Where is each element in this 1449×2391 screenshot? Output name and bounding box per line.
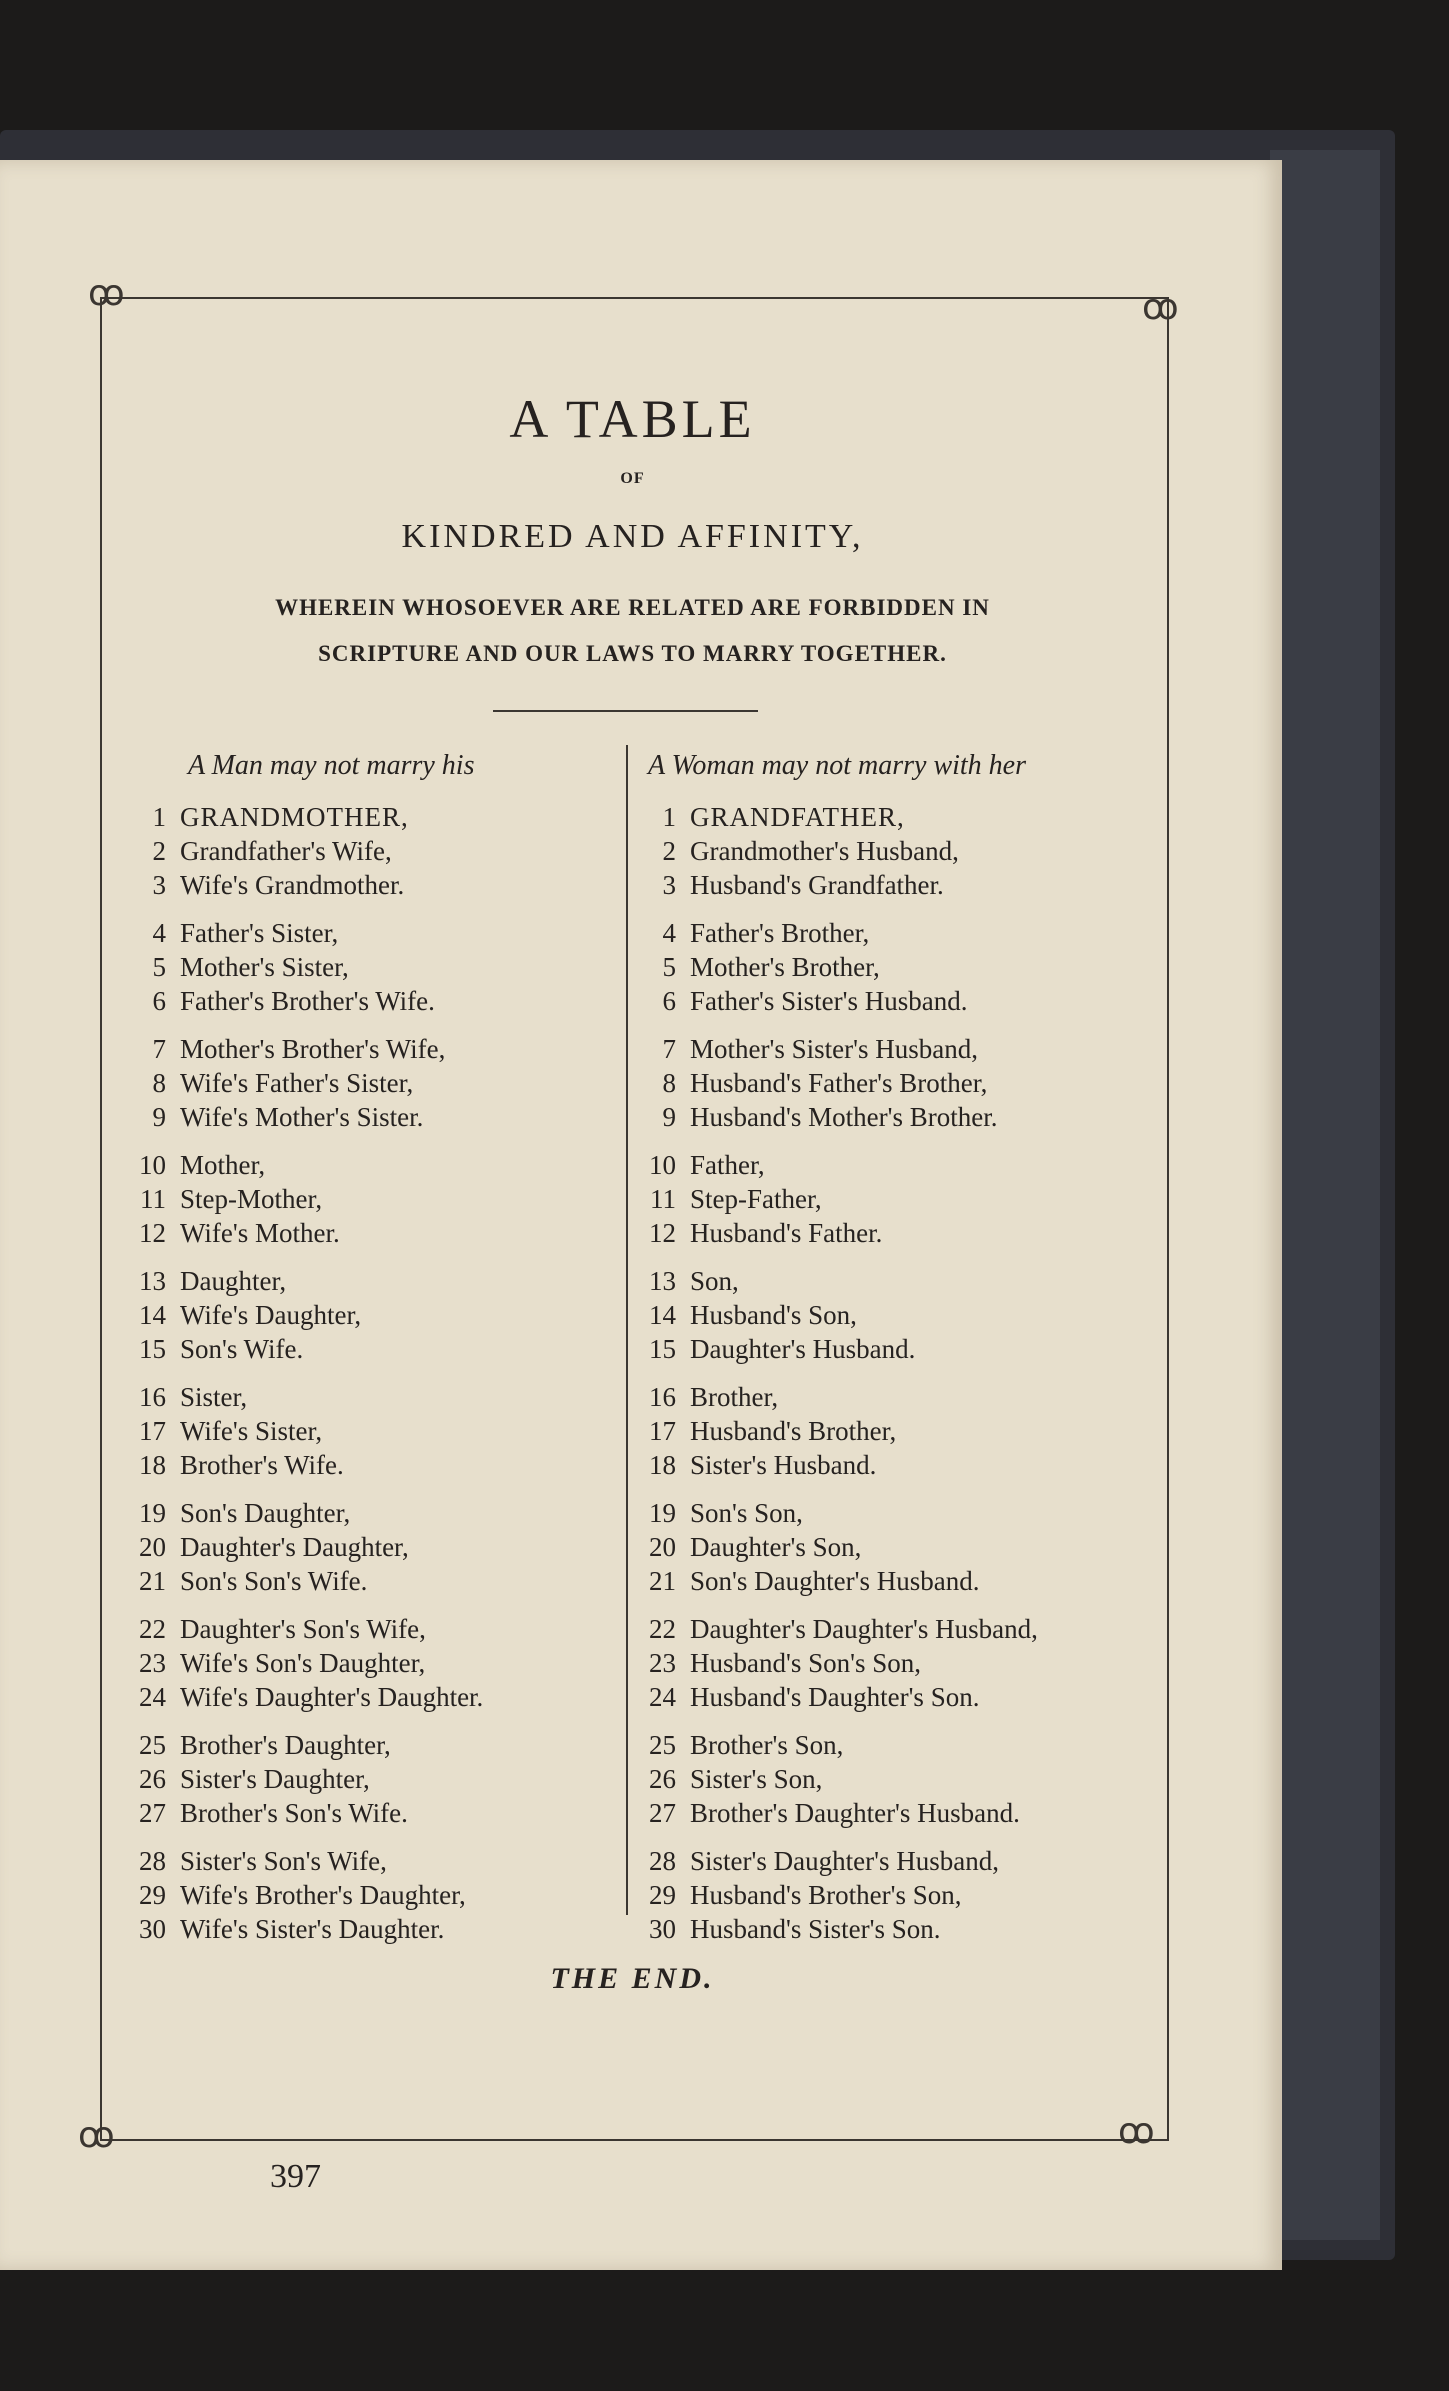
entry-name: Brother's Son, (690, 1730, 844, 1760)
list-item (632, 1380, 1038, 1414)
page-number: 397 (270, 2158, 321, 2195)
corner-ornament-top-right: ꝏ (1142, 287, 1179, 328)
entry-name: Mother, (180, 1150, 266, 1180)
entry-number: 28 (139, 1846, 166, 1876)
entry-name: Daughter's Husband. (690, 1334, 916, 1364)
entry-name: Wife's Brother's Daughter, (180, 1880, 466, 1910)
entry-name: Wife's Daughter's Daughter. (180, 1682, 484, 1712)
entry-name: Father's Sister, (180, 918, 339, 948)
entry-number: 15 (139, 1334, 166, 1364)
entry-number: 30 (649, 1914, 676, 1944)
entry-name: Daughter, (180, 1266, 287, 1296)
entry-number: 3 (662, 870, 676, 900)
entry-group (122, 1496, 483, 1598)
entry-name: Brother's Daughter, (180, 1730, 391, 1760)
entry-name: Husband's Son, (690, 1300, 857, 1330)
column-divider (626, 745, 628, 1915)
entry-group (632, 916, 1038, 1018)
list-item (632, 916, 1038, 950)
entry-name: Father, (690, 1150, 765, 1180)
entry-group (122, 1148, 483, 1250)
entry-group (122, 800, 483, 902)
title-rule (493, 710, 758, 712)
list-item (632, 1646, 1038, 1680)
list-item (122, 950, 483, 984)
list-item (632, 1148, 1038, 1182)
entry-name: Sister, (180, 1382, 248, 1412)
entry-name: Step-Father, (690, 1184, 822, 1214)
entry-number: 11 (650, 1184, 676, 1214)
list-item (632, 984, 1038, 1018)
entry-number: 1 (152, 802, 166, 832)
entry-name: Sister's Son's Wife, (180, 1846, 387, 1876)
entry-number: 26 (649, 1764, 676, 1794)
entry-number: 9 (662, 1102, 676, 1132)
entry-group (122, 1728, 483, 1830)
entry-number: 6 (152, 986, 166, 1016)
list-item (122, 1796, 483, 1830)
list-item (632, 1728, 1038, 1762)
list-item (632, 1564, 1038, 1598)
entry-name: Husband's Father's Brother, (690, 1068, 988, 1098)
entry-number: 10 (139, 1150, 166, 1180)
entry-name: Brother, (690, 1382, 779, 1412)
entry-group (122, 916, 483, 1018)
entry-group (632, 1612, 1038, 1714)
entry-group (122, 1612, 483, 1714)
list-item (632, 1414, 1038, 1448)
entry-number: 1 (662, 802, 676, 832)
entry-number: 10 (649, 1150, 676, 1180)
list-item (122, 1844, 483, 1878)
entry-number: 19 (139, 1498, 166, 1528)
entry-number: 8 (662, 1068, 676, 1098)
list-item (122, 1646, 483, 1680)
right-column-list (632, 800, 1038, 1960)
entry-group (632, 1032, 1038, 1134)
entry-number: 24 (649, 1682, 676, 1712)
list-item (122, 1496, 483, 1530)
list-item (632, 1796, 1038, 1830)
entry-name: Wife's Mother. (180, 1218, 340, 1248)
end-text: THE END. (550, 1962, 715, 1995)
entry-number: 6 (662, 986, 676, 1016)
entry-name: Mother's Brother's Wife, (180, 1034, 446, 1064)
entry-number: 7 (662, 1034, 676, 1064)
entry-number: 17 (139, 1416, 166, 1446)
title-connector: OF (620, 470, 645, 487)
list-item (632, 1066, 1038, 1100)
list-item (122, 1066, 483, 1100)
list-item (122, 1414, 483, 1448)
list-item (122, 834, 483, 868)
entry-name: Sister's Daughter's Husband, (690, 1846, 999, 1876)
list-item (122, 916, 483, 950)
entry-number: 28 (649, 1846, 676, 1876)
entry-number: 20 (139, 1532, 166, 1562)
list-item (632, 1680, 1038, 1714)
list-item (632, 950, 1038, 984)
entry-name: Husband's Brother's Son, (690, 1880, 962, 1910)
entry-name: Grandfather's Wife, (180, 836, 392, 866)
entry-group (632, 1844, 1038, 1946)
list-item (632, 1496, 1038, 1530)
entry-name: Mother's Sister's Husband, (690, 1034, 978, 1064)
entry-group (632, 1148, 1038, 1250)
entry-number: 2 (152, 836, 166, 866)
entry-group (122, 1264, 483, 1366)
list-item (632, 1530, 1038, 1564)
list-item (632, 1332, 1038, 1366)
entry-name: Father's Brother, (690, 918, 870, 948)
list-item (632, 800, 1038, 834)
left-column-heading: A Man may not marry his (188, 750, 475, 781)
entry-name: Sister's Daughter, (180, 1764, 370, 1794)
list-item (632, 1182, 1038, 1216)
entry-number: 27 (649, 1798, 676, 1828)
entry-group (632, 800, 1038, 902)
entry-number: 26 (139, 1764, 166, 1794)
entry-number: 19 (649, 1498, 676, 1528)
entry-number: 9 (152, 1102, 166, 1132)
entry-name: Son's Wife. (180, 1334, 304, 1364)
entry-name: Father's Brother's Wife. (180, 986, 435, 1016)
list-item (122, 1680, 483, 1714)
list-item (632, 1878, 1038, 1912)
list-item (122, 984, 483, 1018)
list-item (122, 1264, 483, 1298)
entry-number: 2 (662, 836, 676, 866)
entry-number: 22 (139, 1614, 166, 1644)
entry-number: 18 (139, 1450, 166, 1480)
description-line-2: SCRIPTURE AND OUR LAWS TO MARRY TOGETHER. (318, 641, 947, 666)
entry-name: GRANDMOTHER, (180, 802, 409, 832)
entry-number: 5 (152, 952, 166, 982)
entry-number: 7 (152, 1034, 166, 1064)
entry-number: 25 (139, 1730, 166, 1760)
list-item (122, 1448, 483, 1482)
corner-ornament-top-left: ꝏ (88, 273, 125, 314)
description-line-1: WHEREIN WHOSOEVER ARE RELATED ARE FORBIDDEN IN (275, 595, 990, 620)
entry-name: GRANDFATHER, (690, 802, 905, 832)
list-item (632, 834, 1038, 868)
entry-number: 29 (649, 1880, 676, 1910)
entry-group (632, 1264, 1038, 1366)
entry-number: 17 (649, 1416, 676, 1446)
list-item (632, 1216, 1038, 1250)
list-item (632, 1844, 1038, 1878)
list-item (632, 1264, 1038, 1298)
list-item (122, 1762, 483, 1796)
entry-name: Brother's Wife. (180, 1450, 344, 1480)
list-item (122, 868, 483, 902)
entry-name: Father's Sister's Husband. (690, 986, 968, 1016)
entry-name: Husband's Daughter's Son. (690, 1682, 980, 1712)
page-description (100, 585, 1165, 677)
entry-number: 27 (139, 1798, 166, 1828)
list-item (122, 1148, 483, 1182)
list-item (122, 1380, 483, 1414)
entry-name: Husband's Mother's Brother. (690, 1102, 998, 1132)
book-spine (1270, 150, 1380, 2240)
entry-name: Brother's Daughter's Husband. (690, 1798, 1020, 1828)
entry-name: Son's Son's Wife. (180, 1566, 368, 1596)
list-item (632, 1032, 1038, 1066)
entry-number: 21 (139, 1566, 166, 1596)
entry-number: 4 (152, 918, 166, 948)
list-item (122, 1298, 483, 1332)
entry-number: 24 (139, 1682, 166, 1712)
entry-name: Wife's Sister, (180, 1416, 323, 1446)
entry-number: 11 (140, 1184, 166, 1214)
entry-name: Wife's Mother's Sister. (180, 1102, 424, 1132)
entry-name: Mother's Brother, (690, 952, 880, 982)
list-item (122, 800, 483, 834)
entry-number: 15 (649, 1334, 676, 1364)
entry-number: 23 (649, 1648, 676, 1678)
entry-name: Husband's Grandfather. (690, 870, 944, 900)
list-item (122, 1530, 483, 1564)
entry-name: Son's Son, (690, 1498, 803, 1528)
entry-number: 13 (139, 1266, 166, 1296)
entry-number: 3 (152, 870, 166, 900)
list-item (632, 1612, 1038, 1646)
entry-name: Sister's Husband. (690, 1450, 877, 1480)
list-item (632, 868, 1038, 902)
list-item (122, 1100, 483, 1134)
entry-name: Husband's Father. (690, 1218, 883, 1248)
entry-name: Daughter's Daughter's Husband, (690, 1614, 1038, 1644)
list-item (632, 1912, 1038, 1946)
page-subtitle: KINDRED AND AFFINITY, (401, 518, 864, 555)
left-column-list (122, 800, 483, 1960)
corner-ornament-bottom-right: ꝏ (1118, 2111, 1155, 2152)
entry-group (632, 1728, 1038, 1830)
entry-name: Daughter's Daughter, (180, 1532, 409, 1562)
entry-number: 30 (139, 1914, 166, 1944)
entry-name: Son's Daughter's Husband. (690, 1566, 980, 1596)
entry-name: Son, (690, 1266, 739, 1296)
entry-number: 12 (139, 1218, 166, 1248)
entry-number: 12 (649, 1218, 676, 1248)
list-item (632, 1100, 1038, 1134)
entry-name: Wife's Sister's Daughter. (180, 1914, 445, 1944)
entry-name: Wife's Father's Sister, (180, 1068, 414, 1098)
list-item (122, 1878, 483, 1912)
entry-name: Mother's Sister, (180, 952, 349, 982)
corner-ornament-bottom-left: ꝏ (78, 2115, 115, 2156)
entry-number: 20 (649, 1532, 676, 1562)
entry-name: Husband's Brother, (690, 1416, 897, 1446)
entry-group (122, 1380, 483, 1482)
entry-name: Wife's Daughter, (180, 1300, 362, 1330)
list-item (122, 1332, 483, 1366)
entry-name: Brother's Son's Wife. (180, 1798, 408, 1828)
entry-name: Wife's Son's Daughter, (180, 1648, 426, 1678)
entry-number: 8 (152, 1068, 166, 1098)
entry-number: 13 (649, 1266, 676, 1296)
entry-number: 18 (649, 1450, 676, 1480)
list-item (122, 1216, 483, 1250)
entry-number: 21 (649, 1566, 676, 1596)
list-item (632, 1762, 1038, 1796)
list-item (122, 1912, 483, 1946)
entry-number: 16 (649, 1382, 676, 1412)
entry-group (632, 1496, 1038, 1598)
entry-number: 14 (649, 1300, 676, 1330)
entry-number: 29 (139, 1880, 166, 1910)
entry-name: Son's Daughter, (180, 1498, 351, 1528)
entry-number: 5 (662, 952, 676, 982)
entry-name: Husband's Son's Son, (690, 1648, 922, 1678)
entry-name: Grandmother's Husband, (690, 836, 959, 866)
list-item (122, 1032, 483, 1066)
list-item (122, 1728, 483, 1762)
entry-group (632, 1380, 1038, 1482)
page-title: A TABLE (509, 389, 756, 449)
entry-name: Daughter's Son's Wife, (180, 1614, 426, 1644)
entry-name: Sister's Son, (690, 1764, 823, 1794)
entry-name: Step-Mother, (180, 1184, 323, 1214)
entry-number: 16 (139, 1382, 166, 1412)
entry-number: 25 (649, 1730, 676, 1760)
entry-number: 4 (662, 918, 676, 948)
list-item (122, 1612, 483, 1646)
list-item (632, 1298, 1038, 1332)
list-item (122, 1564, 483, 1598)
right-column-heading: A Woman may not marry with her (648, 750, 1026, 781)
entry-name: Daughter's Son, (690, 1532, 862, 1562)
list-item (632, 1448, 1038, 1482)
entry-name: Husband's Sister's Son. (690, 1914, 941, 1944)
entry-number: 14 (139, 1300, 166, 1330)
entry-number: 22 (649, 1614, 676, 1644)
entry-number: 23 (139, 1648, 166, 1678)
entry-group (122, 1032, 483, 1134)
entry-name: Wife's Grandmother. (180, 870, 405, 900)
entry-group (122, 1844, 483, 1946)
list-item (122, 1182, 483, 1216)
